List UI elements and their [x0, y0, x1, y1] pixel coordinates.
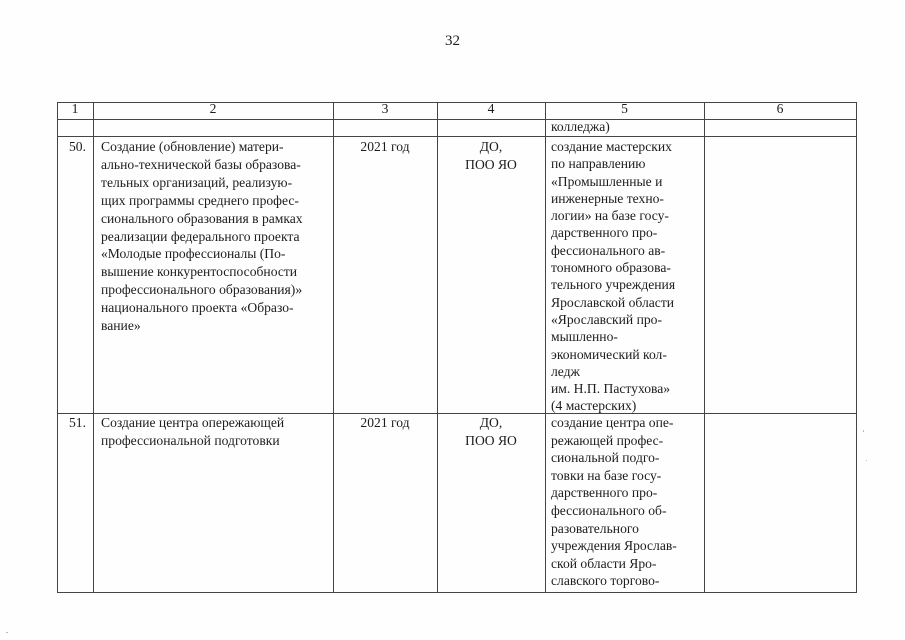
row-name	[101, 138, 303, 335]
table-rule-continuation-bottom	[57, 136, 856, 137]
row-result	[551, 414, 677, 590]
text-line: дарственного про-	[551, 485, 658, 501]
row-name	[101, 414, 284, 450]
text-line: тономного образова-	[551, 260, 671, 276]
text-line: дарственного про-	[551, 225, 658, 241]
text-line: «Молодые профессионалы (По-	[101, 246, 286, 262]
row-number: 51.	[69, 415, 86, 430]
text-line: сионального образования в рамках	[101, 210, 303, 226]
column-header-5: 5	[621, 101, 628, 116]
text-line: ДО,	[479, 415, 503, 430]
column-header-3: 3	[381, 101, 389, 116]
text-line: щих программы среднего профес-	[101, 192, 299, 208]
text-line: Создание центра опережающей	[101, 415, 285, 430]
column-divider-1	[93, 102, 94, 593]
row-year: 2021 год	[360, 415, 410, 430]
text-line: ально-технической базы образова-	[101, 156, 301, 172]
text-line: Создание (обновление) матери-	[101, 139, 284, 154]
text-line: создание центра опе-	[551, 415, 674, 430]
text-line: логии» на базе госу-	[551, 208, 669, 224]
text-line: им. Н.П. Пастухова»	[551, 381, 671, 397]
page-number: 32	[445, 33, 460, 49]
text-line: Ярославской области	[551, 294, 675, 310]
text-line: инженерные техно-	[551, 190, 664, 206]
text-line: профессионального образования)»	[101, 282, 303, 298]
text-line: славского торгово-	[551, 573, 660, 589]
column-divider-4	[545, 102, 546, 593]
text-line: ПОО ЯО	[465, 156, 517, 172]
text-line: мышленно-	[551, 329, 618, 345]
text-line: фессионального об-	[551, 502, 667, 518]
column-divider-5	[704, 102, 705, 593]
text-line: «Ярославский про-	[551, 311, 662, 327]
table-border-right	[856, 102, 857, 593]
text-line: товки на базе госу-	[551, 467, 662, 483]
text-line: по направлению	[551, 156, 646, 172]
text-line: экономический кол-	[551, 346, 667, 362]
text-line: учреждения Ярослав-	[551, 538, 677, 554]
text-line: (4 мастерских)	[551, 398, 637, 414]
text-line: ДО,	[479, 139, 503, 154]
text-line: национального проекта «Образо-	[101, 300, 294, 316]
table-rule-bottom	[57, 592, 856, 593]
table-rule-header-bottom	[57, 119, 856, 120]
text-line: вание»	[101, 318, 141, 334]
text-line: вышение конкурентоспособности	[101, 264, 298, 280]
row-number: 50.	[69, 139, 86, 154]
row-year: 2021 год	[360, 139, 410, 154]
text-line: тельного учреждения	[551, 277, 676, 293]
row-executor	[437, 138, 545, 174]
column-divider-3	[437, 102, 438, 593]
text-line: ПОО ЯО	[465, 433, 517, 448]
column-header-2: 2	[209, 101, 217, 116]
column-header-1: 1	[71, 101, 79, 116]
text-line: сиональной подго-	[551, 450, 660, 466]
text-line: ледж	[551, 363, 580, 379]
continuation-text: колледжа)	[551, 119, 610, 134]
text-line: создание мастерских	[551, 139, 672, 154]
row-executor	[437, 414, 545, 450]
text-line: ской области Яро-	[551, 555, 657, 571]
scan-speck	[863, 430, 864, 432]
table-border-left	[57, 102, 58, 593]
text-line: «Промышленные и	[551, 173, 663, 189]
column-header-4: 4	[487, 101, 495, 116]
text-line: тельных организаций, реализую-	[101, 174, 293, 190]
scan-speck	[866, 460, 867, 461]
text-line: реализации федерального проекта	[101, 228, 300, 244]
scan-speck	[6, 632, 8, 633]
text-line: фессионального ав-	[551, 242, 666, 258]
text-line: разовательного	[551, 520, 639, 536]
text-line: профессиональной подготовки	[101, 433, 280, 448]
text-line: режающей профес-	[551, 432, 664, 448]
column-header-6: 6	[776, 101, 784, 116]
column-divider-2	[333, 102, 334, 593]
row-result	[551, 138, 675, 415]
